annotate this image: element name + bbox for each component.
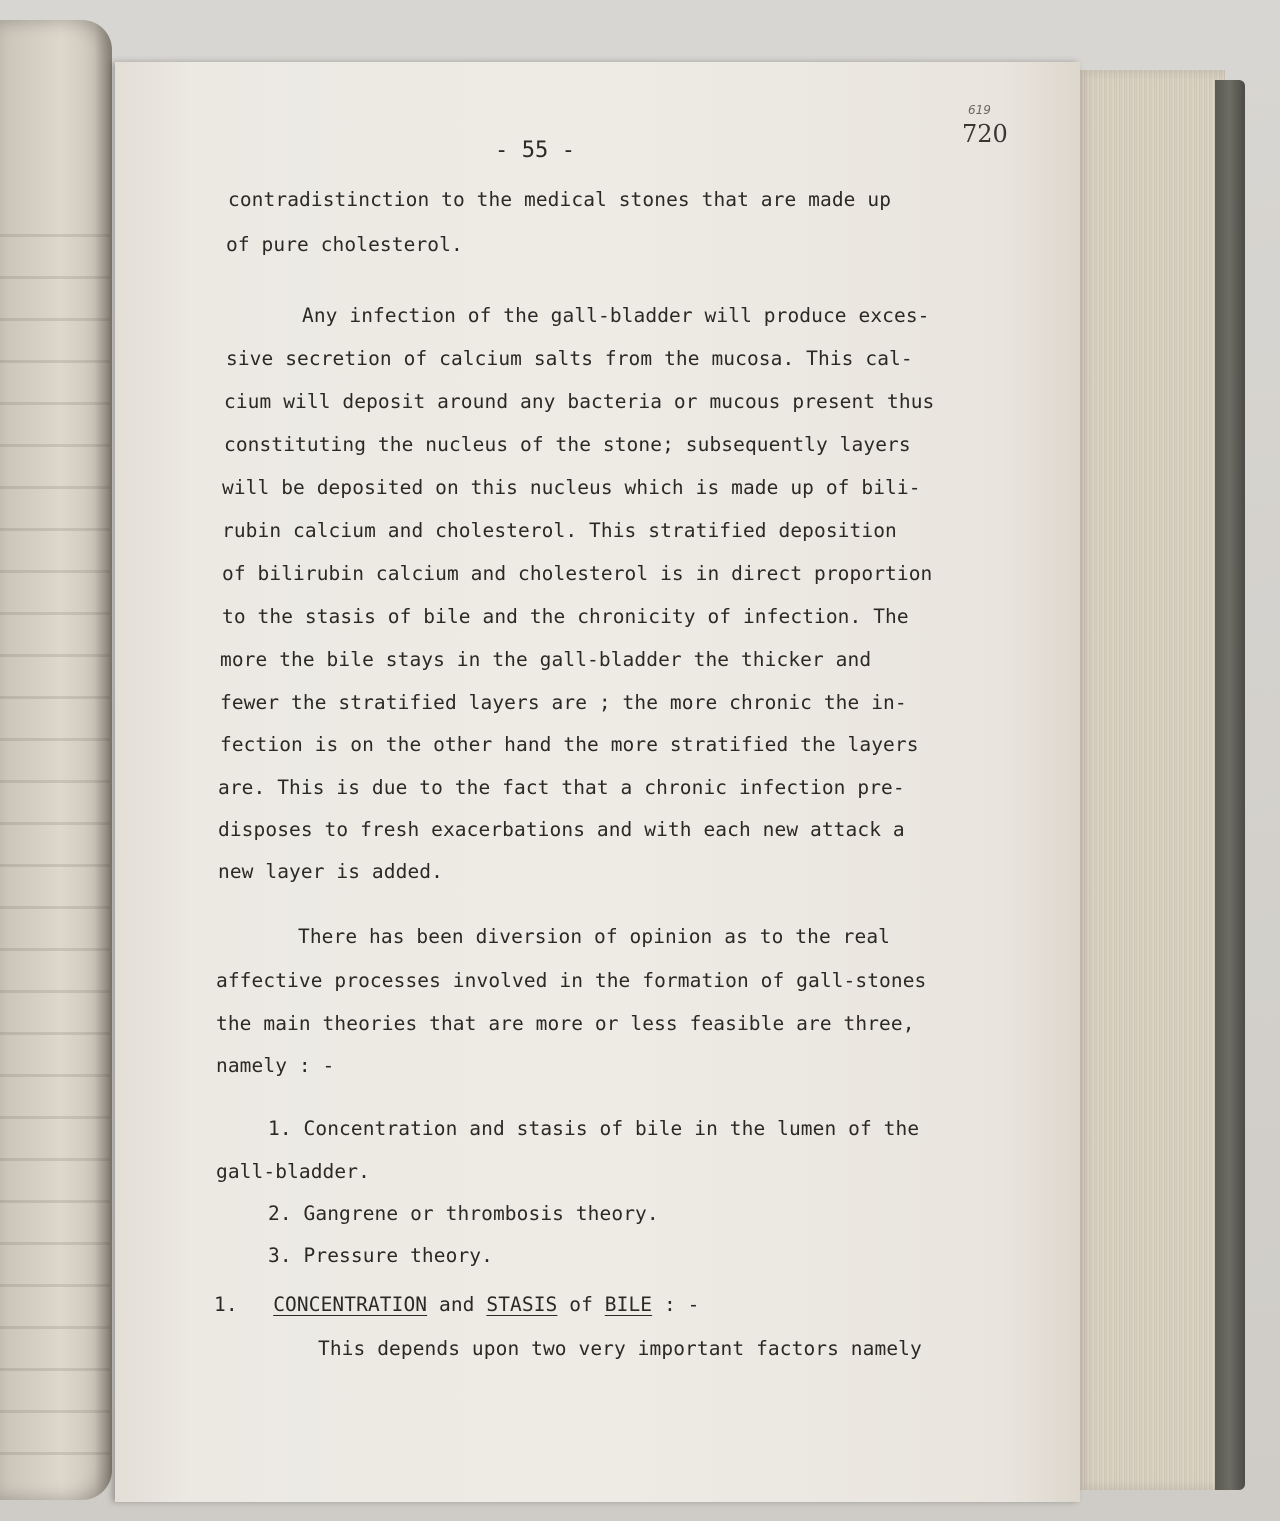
left-page-bleed-text bbox=[0, 200, 110, 1460]
text-line: cium will deposit around any bacteria or mucous present thus bbox=[224, 390, 935, 413]
heading-word-stasis: STASIS bbox=[486, 1293, 558, 1316]
text-line: rubin calcium and cholesterol. This stratified deposition bbox=[222, 519, 897, 542]
text-line: namely : - bbox=[216, 1054, 335, 1077]
heading-word-and: and bbox=[438, 1293, 475, 1316]
text-line: There has been diversion of opinion as to the real bbox=[298, 925, 890, 948]
book-cover-edge bbox=[1215, 80, 1245, 1490]
page-number: - 55 - bbox=[495, 138, 576, 163]
text-line: the main theories that are more or less feasible are three, bbox=[216, 1012, 915, 1035]
text-line: to the stasis of bile and the chronicity of infection. The bbox=[222, 605, 909, 628]
left-page bbox=[0, 20, 112, 1500]
heading-word-bile: BILE bbox=[604, 1293, 653, 1316]
text-line: of bilirubin calcium and cholesterol is in direct proportion bbox=[222, 562, 933, 585]
text-line: of pure cholesterol. bbox=[226, 233, 463, 256]
list-item: 3. Pressure theory. bbox=[268, 1244, 493, 1267]
text-line: gall-bladder. bbox=[216, 1160, 370, 1183]
section-heading bbox=[214, 1293, 700, 1316]
list-item: 1. Concentration and stasis of bile in the lumen of the bbox=[268, 1117, 920, 1140]
text-line: will be deposited on this nucleus which is made up of bili- bbox=[222, 476, 921, 499]
text-line: fection is on the other hand the more stratified the layers bbox=[220, 733, 919, 756]
heading-word-concentration: CONCENTRATION bbox=[273, 1293, 428, 1316]
heading-number: 1. bbox=[214, 1293, 238, 1316]
book-page-edges bbox=[1075, 70, 1225, 1490]
text-line: Any infection of the gall-bladder will produce exces- bbox=[302, 304, 930, 327]
text-line: This depends upon two very important factors namely bbox=[318, 1337, 922, 1360]
text-line: affective processes involved in the formation of gall-stones bbox=[216, 969, 927, 992]
text-line: disposes to fresh exacerbations and with each new attack a bbox=[218, 818, 905, 841]
folio-number: 720 bbox=[962, 120, 1008, 148]
folio-pencil: 619 bbox=[968, 103, 991, 117]
text-line: contradistinction to the medical stones that are made up bbox=[228, 188, 892, 211]
text-line: more the bile stays in the gall-bladder the thicker and bbox=[220, 648, 872, 671]
text-line: sive secretion of calcium salts from the mucosa. This cal- bbox=[226, 347, 913, 370]
text-line: new layer is added. bbox=[218, 860, 443, 883]
list-item: 2. Gangrene or thrombosis theory. bbox=[268, 1202, 659, 1225]
heading-word-of: of bbox=[569, 1293, 593, 1316]
text-line: fewer the stratified layers are ; the more chronic the in- bbox=[220, 691, 907, 714]
heading-tail: : - bbox=[664, 1293, 700, 1316]
text-line: are. This is due to the fact that a chronic infection pre- bbox=[218, 776, 905, 799]
text-line: constituting the nucleus of the stone; subsequently layers bbox=[224, 433, 911, 456]
